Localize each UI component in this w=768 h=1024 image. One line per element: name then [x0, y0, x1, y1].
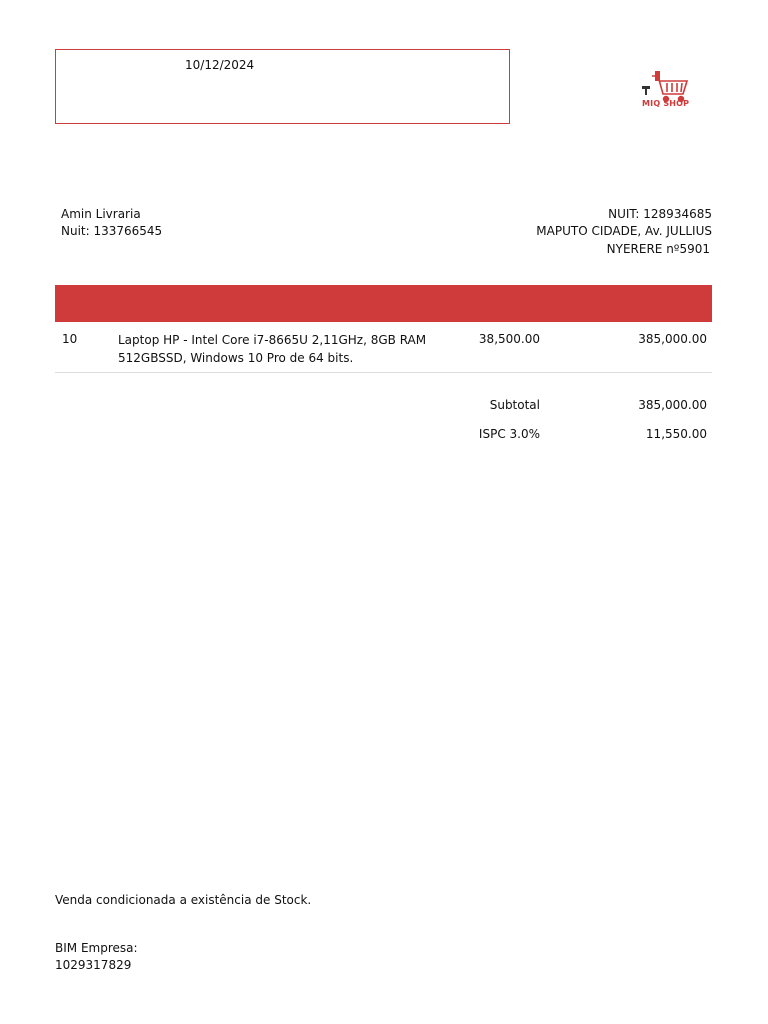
- footer-note: Venda condicionada a existência de Stock.: [55, 893, 312, 907]
- item-unit-price: 38,500.00: [478, 332, 540, 346]
- customer-name: Amin Livraria: [61, 207, 141, 221]
- item-description-line1: Laptop HP - Intel Core i7-8665U 2,11GHz, 8GB RAM: [118, 333, 427, 347]
- logo-text: MIQ SHOP: [642, 99, 690, 108]
- bim-label: BIM Empresa:: [55, 941, 138, 955]
- company-nuit: NUIT: 128934685: [608, 207, 712, 221]
- item-quantity: 10: [62, 332, 78, 346]
- subtotal-value: 385,000.00: [638, 398, 707, 412]
- subtotal-label: Subtotal: [489, 398, 540, 412]
- company-address-line1: MAPUTO CIDADE, Av. JULLIUS: [536, 224, 712, 238]
- item-description-line2: 512GBSSD, Windows 10 Pro de 64 bits.: [118, 351, 354, 365]
- row-divider: [55, 372, 712, 373]
- tax-label: ISPC 3.0%: [478, 427, 540, 441]
- bim-value: 1029317829: [55, 958, 132, 972]
- customer-nuit: Nuit: 133766545: [61, 224, 163, 238]
- item-total: 385,000.00: [638, 332, 707, 346]
- table-header-bar: [55, 285, 712, 322]
- item-description: [118, 331, 448, 367]
- invoice-date: 10/12/2024: [185, 58, 255, 72]
- tax-value: 11,550.00: [645, 427, 707, 441]
- header-box: [55, 49, 510, 124]
- company-address-line2: NYERERE nº5901: [606, 242, 710, 256]
